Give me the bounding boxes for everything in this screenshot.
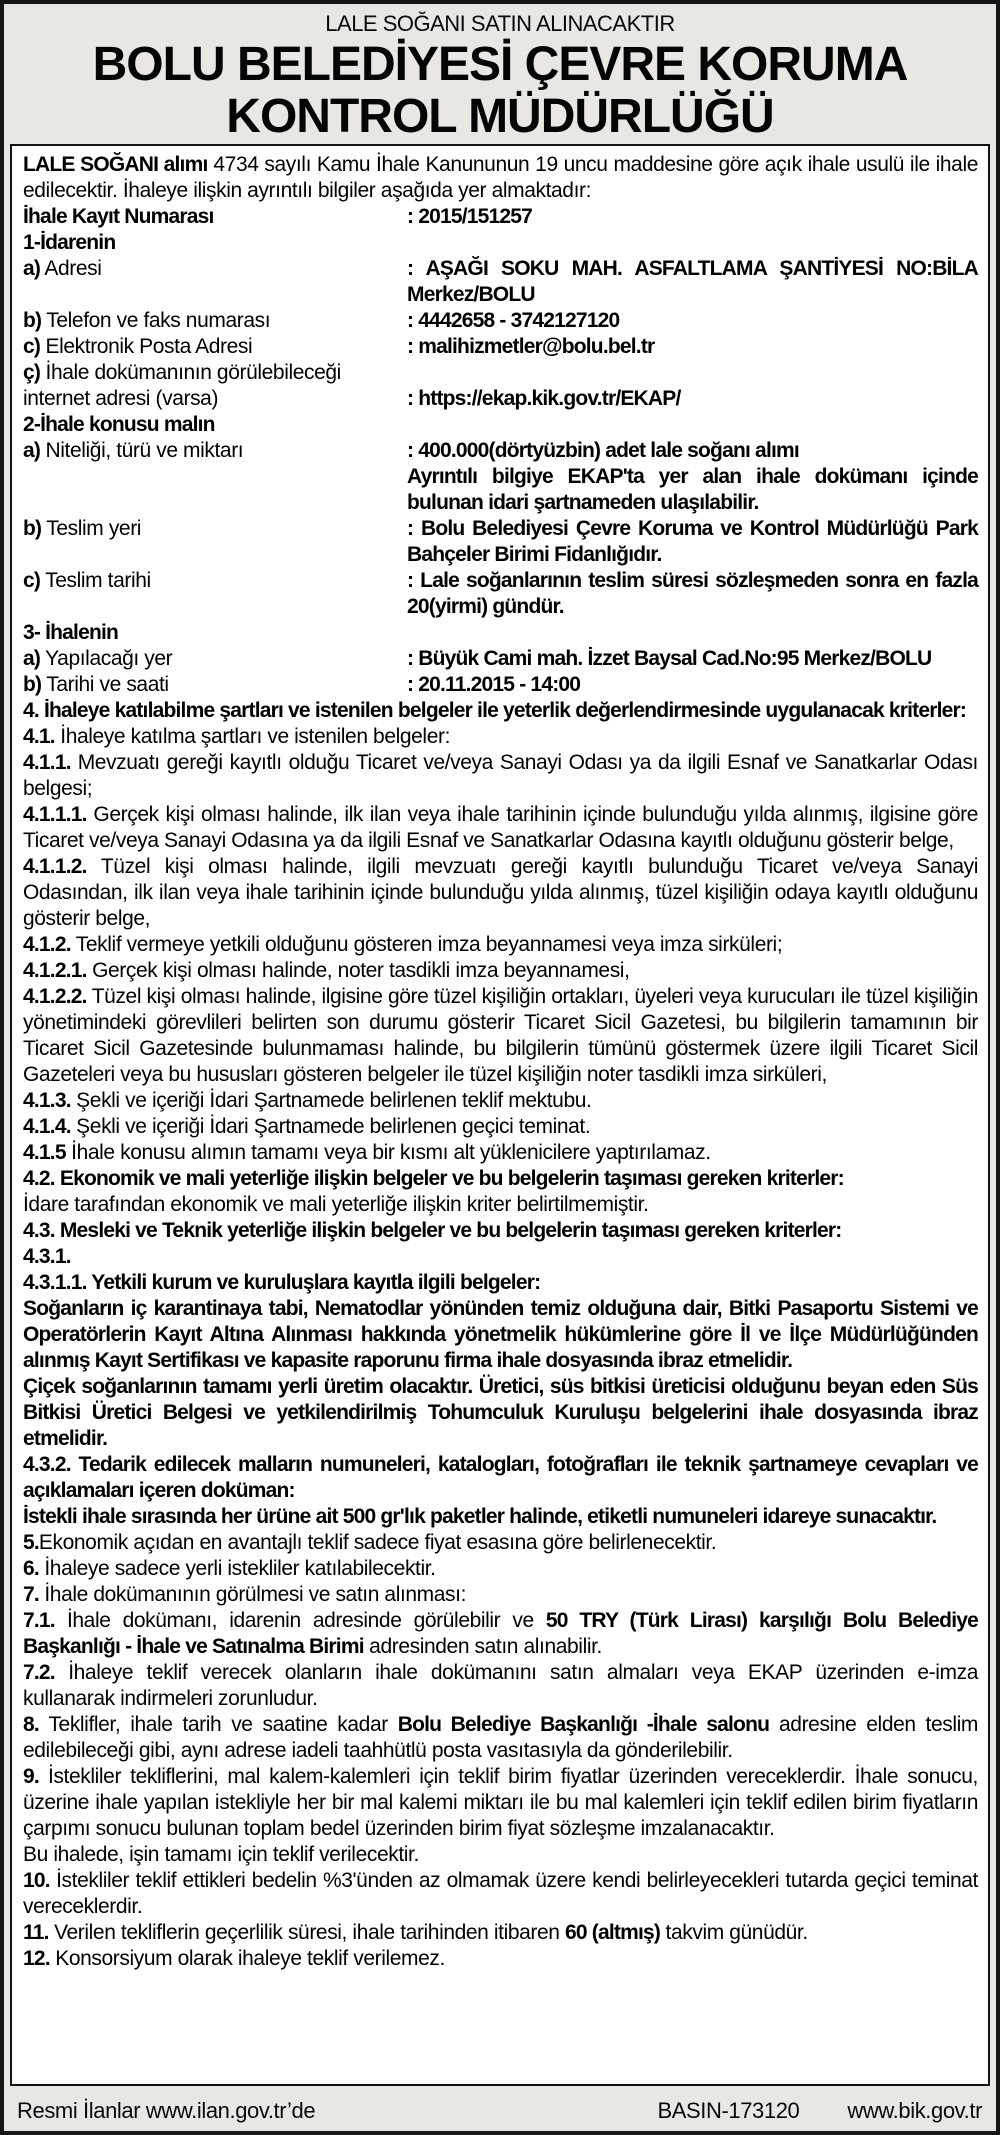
section-heading: 3- İhalenin — [23, 621, 119, 644]
clause-paragraph: 4.3.1. — [23, 1245, 71, 1268]
clause-paragraph: 10. İstekliler teklif ettikleri bedelin %3'ünden az olmamak üzere kendi belirleyecekleri tutarda geçici teminat vereceklerdir. — [23, 1869, 978, 1918]
footer-left-text: Resmi İlanlar www.ilan.gov.tr’de — [17, 2097, 316, 2123]
clause-paragraph: 4.1.1.1. Gerçek kişi olması halinde, ilk ilan veya ihale tarihinin içinde bulunduğu yılda alınmış, ilgisine göre Ticaret ve/veya Sanayi Odasına ya da ilgili Esnaf ve Sanatkarlar Odasına kayıtlı olduğunu gösterir belge, — [23, 803, 978, 852]
field-row — [23, 568, 978, 620]
clause-paragraph: 4.1.4. Şekli ve içeriği İdari Şartnamede belirlenen geçici teminat. — [23, 1115, 591, 1138]
field-label: b) Teslim yeri — [23, 517, 142, 540]
intro-paragraph — [23, 152, 978, 204]
section-heading: 1-İdarenin — [23, 231, 116, 254]
clause-paragraph: 4.3.1.1. Yetkili kurum ve kuruluşlara kayıtla ilgili belgeler: — [23, 1271, 541, 1294]
field-row — [23, 308, 978, 334]
field-value: : 20.11.2015 - 14:00 — [407, 673, 581, 696]
clause-paragraph: 7.2. İhaleye teklif verecek olanların ihale dokümanını satın almaları veya EKAP üzerinden e-imza kullanarak indirmeleri zorunludur. — [23, 1661, 978, 1710]
footer-right-group — [657, 2098, 982, 2124]
header-subtitle: LALE SOĞANI SATIN ALINACAKTIR — [325, 11, 675, 36]
field-row — [23, 672, 978, 698]
footer-basin-code: BASIN-173120 — [657, 2097, 800, 2123]
field-value: : Lale soğanlarının teslim süresi sözleşmeden sonra en fazla 20(yirmi) gündür. — [407, 569, 978, 618]
clause-paragraph: 7.1. İhale dokümanı, idarenin adresinde görülebilir ve 50 TRY (Türk Lirası) karşılığı Bolu Belediye Başkanlığı - İhale ve Satınalma Birimi adresinden satın alınabilir. — [23, 1609, 979, 1658]
field-label: b) Telefon ve faks numarası — [23, 309, 271, 332]
field-row — [23, 256, 978, 308]
clause-paragraph: 5.Ekonomik açıdan en avantajlı teklif sadece fiyat esasına göre belirlenecektir. — [23, 1531, 717, 1554]
clause-paragraph: 4.3.2. Tedarik edilecek malların numuneleri, katalogları, fotoğrafları ile teknik şartnameye cevapları ve açıklamaları içeren doküman: — [23, 1453, 978, 1502]
clause-paragraph: 6. İhaleye sadece yerli istekliler katılabilecektir. — [23, 1557, 436, 1580]
clause-paragraph: 12. Konsorsiyum olarak ihaleye teklif verilemez. — [23, 1947, 445, 1970]
intro-rest: 4734 sayılı Kamu İhale Kanununun 19 uncu maddesine göre açık ihale usulü ile ihale edilecektir. İhaleye ilişkin ayrıntılı bilgiler aşağıda yer almaktadır: — [23, 153, 978, 202]
clause-paragraph: İdare tarafından ekonomik ve mali yeterliğe ilişkin kriter belirtilmemiştir. — [23, 1193, 649, 1216]
title-line-2: KONTROL MÜDÜRLÜĞÜ — [226, 90, 774, 143]
clause-paragraph: Bu ihalede, işin tamamı için teklif verilecektir. — [23, 1843, 419, 1866]
clause-paragraph: Soğanların iç karantinaya tabi, Nematodlar yönünden temiz olduğuna dair, Bitki Pasaportu Sistemi ve Operatörlerin Kayıt Altına Alınması hakkında yönetmelik hükümlerine göre İl ve İlçe Müdürlüğünden alınmış Kayıt Sertifikası ve kapasite raporunu firma ihale dosyasında ibraz etmelidir. — [23, 1297, 978, 1372]
clause-paragraph: 4.1.2.2. Tüzel kişi olması halinde, ilgisine göre tüzel kişiliğin ortakları, üyeleri veya kurucuları ile tüzel kişiliğin yönetimindeki görevlileri belirten son durumu gösterir Ticaret Sicil Gazetesi, bu bilgilerin tamamının bir Ticaret Sicil Gazetesinde bulunmaması halinde, bu bilgilerin tümünü göstermek üzere ilgili Ticaret Sicil Gazeteleri veya bu hususları gösteren belgeler ile tüzel kişiliğin noter tasdikli imza sirküleri, — [23, 985, 978, 1086]
clause-paragraph: 4.1.2.1. Gerçek kişi olması halinde, noter tasdikli imza beyannamesi, — [23, 959, 630, 982]
clause-paragraph: 4.1.3. Şekli ve içeriği İdari Şartnamede belirlenen teklif mektubu. — [23, 1089, 592, 1112]
field-value: : AŞAĞI SOKU MAH. ASFALTLAMA ŞANTİYESİ NO:BİLA Merkez/BOLU — [407, 257, 978, 306]
field-value: : 2015/151257 — [407, 205, 533, 228]
page-title — [4, 39, 996, 143]
clause-paragraph: 8. Teklifler, ihale tarih ve saatine kadar Bolu Belediye Başkanlığı -İhale salonu adresine elden teslim edilebileceği gibi, aynı adrese iadeli taahhütlü posta vasıtasıyla da gönderilebilir. — [23, 1713, 978, 1762]
clause-paragraph: 4.1.1. Mevzuatı gereği kayıtlı olduğu Ticaret ve/veya Sanayi Odası ya da ilgili Esnaf ve Sanatkarlar Odası belgesi; — [23, 751, 978, 800]
field-row — [23, 438, 978, 516]
field-label: c) Teslim tarihi — [23, 569, 151, 592]
field-row — [23, 646, 978, 672]
clause-paragraph: İstekli ihale sırasında her ürüne ait 500 gr'lık paketler halinde, etiketli numuneleri idareye sunacaktır. — [23, 1505, 937, 1528]
section-heading: 2-İhale konusu malın — [23, 413, 215, 436]
clause-paragraph: 4.2. Ekonomik ve mali yeterliğe ilişkin belgeler ve bu belgelerin taşıması gereken kriterler: — [23, 1167, 844, 1190]
header — [4, 4, 996, 143]
field-row — [23, 360, 978, 412]
notice-body — [10, 144, 990, 2086]
field-label: a) Niteliği, türü ve miktarı — [23, 439, 244, 462]
clause-paragraph: 4.3. Mesleki ve Teknik yeterliğe ilişkin belgeler ve bu belgelerin taşıması gereken kriterler: — [23, 1219, 842, 1242]
clause-paragraph: 9. İstekliler tekliflerini, mal kalem-kalemleri için teklif birim fiyatlar üzerinden vereceklerdir. İhale sonucu, üzerine ihale yapılan istekliyle her bir mal kalemi miktarı ile bu mal kalemleri için teklif edilen birim fiyatların çarpımı sonucu bulunan toplam bedel üzerinden birim fiyat sözleşme imzalanacaktır. — [23, 1765, 978, 1840]
field-row — [23, 334, 978, 360]
clause-paragraph: 4.1. İhaleye katılma şartları ve istenilen belgeler: — [23, 725, 450, 748]
intro-bold-lead: LALE SOĞANI alımı — [23, 153, 208, 176]
field-value: : https://ekap.kik.gov.tr/EKAP/ — [407, 387, 681, 410]
clause-paragraph: 4.1.5 İhale konusu alımın tamamı veya bir kısmı alt yüklenicilere yaptırılamaz. — [23, 1141, 711, 1164]
clause-paragraph: Çiçek soğanlarının tamamı yerli üretim olacaktır. Üretici, süs bitkisi üreticisi olduğunu beyan eden Süs Bitkisi Üretici Belgesi ve yetkilendirilmiş Tohumculuk Kuruluşu belgelerini ihale dosyasında ibraz etmelidir. — [23, 1375, 978, 1450]
field-label: İhale Kayıt Numarası — [23, 205, 214, 228]
clause-paragraph: 11. Verilen tekliflerin geçerlilik süresi, ihale tarihinden itibaren 60 (altmış) takvim günüdür. — [23, 1921, 808, 1944]
field-row — [23, 516, 978, 568]
field-label: a) Adresi — [23, 257, 102, 280]
clause-paragraph: 4.1.1.2. Tüzel kişi olması halinde, ilgili mevzuatı gereği kayıtlı bulunduğu Ticaret ve/veya Sanayi Odasından, ilk ilan veya ihale tarihinin içinde bulunduğu yılda alınmış, tüzel kişiliğin odaya kayıtlı olduğunu gösterir belge, — [23, 855, 978, 930]
field-value: : Bolu Belediyesi Çevre Koruma ve Kontrol Müdürlüğü Park Bahçeler Birimi Fidanlığıdır. — [407, 517, 978, 566]
field-row — [23, 204, 978, 230]
field-value: : malihizmetler@bolu.bel.tr — [407, 335, 655, 358]
clause-paragraph: 4. İhaleye katılabilme şartları ve istenilen belgeler ile yeterlik değerlendirmesinde uygulanacak kriterler: — [23, 699, 967, 722]
field-label: ç) İhale dokümanının görülebileceği internet adresi (varsa) — [23, 361, 341, 410]
footer-bik-url: www.bik.gov.tr — [847, 2097, 982, 2123]
field-rows — [23, 204, 978, 698]
clause-paragraph: 4.1.2. Teklif vermeye yetkili olduğunu gösteren imza beyannamesi veya imza sirküleri; — [23, 933, 783, 956]
field-label: a) Yapılacağı yer — [23, 647, 173, 670]
field-label: c) Elektronik Posta Adresi — [23, 335, 253, 358]
clause-paragraph: 7. İhale dokümanının görülmesi ve satın alınması: — [23, 1583, 467, 1606]
field-label: b) Tarihi ve saati — [23, 673, 169, 696]
title-line-1: BOLU BELEDİYESİ ÇEVRE KORUMA — [92, 38, 908, 91]
field-value: : 4442658 - 3742127120 — [407, 309, 620, 332]
field-value: : 400.000(dörtyüzbin) adet lale soğanı alımı Ayrıntılı bilgiye EKAP'ta yer alan ihale dokümanı içinde bulunan idari şartnameden ulaşılabilir. — [407, 439, 978, 514]
footer — [4, 2090, 996, 2131]
clauses — [23, 698, 978, 1972]
field-value: : Büyük Cami mah. İzzet Baysal Cad.No:95 Merkez/BOLU — [407, 647, 932, 670]
